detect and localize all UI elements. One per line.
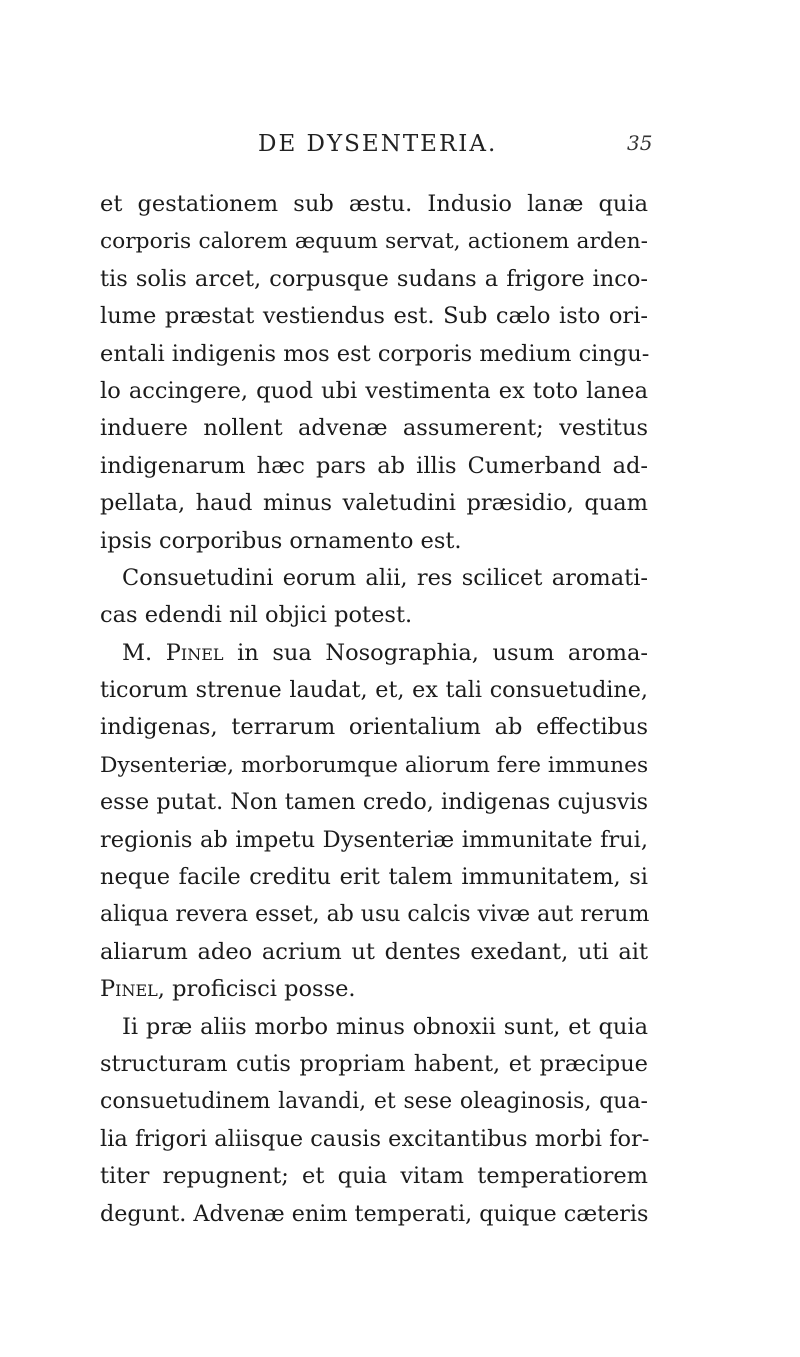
text-line [100,784,648,821]
line-text: titer repugnent; et quia vitam temperatiorem [100,1163,648,1190]
line-text: indigenas, terrarum orientalium ab effectibus [100,714,648,741]
line-text: , proficisci posse. [157,976,356,1003]
line-text: in sua Nosographia, usum aroma- [223,639,649,666]
line-text: Consuetudini eorum alii, res scilicet aromati- [122,564,648,591]
text-line [100,1121,648,1158]
line-text: regionis ab impetu Dysenteriæ immunitate frui, [100,826,648,853]
line-text: ipsis corporibus ornamento est. [100,527,462,554]
text-line [100,896,648,933]
text-line [100,223,648,260]
text-line [100,261,648,298]
running-head [0,131,800,167]
text-line [100,1009,648,1046]
text-line [100,822,648,859]
line-text: lo accingere, quod ubi vestimenta ex toto lanea [100,377,648,404]
text-line [100,298,648,335]
text-line [100,373,648,410]
line-text: ticorum strenue laudat, et, ex tali consuetudine, [100,677,648,704]
text-line [100,672,648,709]
text-line [100,448,648,485]
author-name: Pinel [100,976,158,1003]
line-text: Dysenteriæ, morborumque aliorum fere immunes [100,752,649,778]
text-line [100,1158,648,1195]
line-text: corporis calorem æquum servat, actionem arden- [100,229,648,255]
line-text: induere nollent advenæ assumerent; vestitus [100,415,648,442]
line-text: tis solis arcet, corpusque sudans a frigore inco- [100,265,648,292]
text-line [100,1046,648,1083]
text-line [100,635,648,672]
text-line [100,934,648,971]
line-text: structuram cutis propriam habent, et præcipue [100,1050,648,1077]
text-line [100,859,648,896]
line-text: et gestationem sub æstu. Indusio lanæ quia [100,191,648,217]
line-text: cas edendi nil objici potest. [100,602,413,629]
line-text: lume præstat vestiendus est. Sub cælo isto ori- [100,303,648,330]
author-name: Pinel [165,639,224,666]
text-line [100,186,648,223]
text-line [100,1196,648,1233]
text-line [100,709,648,746]
line-text: degunt. Advenæ enim temperati, quique cæteris [100,1200,649,1227]
line-text: indigenarum hæc pars ab illis Cumerband ad- [100,452,648,479]
text-line [100,597,648,634]
text-line [100,410,648,447]
line-text: lia frigori aliisque causis excitantibus morbi for- [100,1125,650,1152]
line-text: esse putat. Non tamen credo, indigenas cujusvis [100,789,648,816]
line-text: aliarum adeo acrium ut dentes exedant, uti ait [100,938,648,965]
text-line [100,747,648,784]
running-title: DE DYSENTERIA. [258,131,498,157]
line-text: consuetudinem lavandi, et sese oleaginosis, qua- [100,1089,648,1115]
line-text: neque facile creditu erit talem immunitatem, si [100,864,648,891]
line-text: pellata, haud minus valetudini præsidio, quam [100,490,648,517]
line-text: Ii præ aliis morbo minus obnoxii sunt, et quia [122,1013,648,1040]
text-line [100,971,648,1008]
text-line [100,560,648,597]
text-line [100,523,648,560]
text-line [100,336,648,373]
body-text [100,186,648,1233]
page-number: 35 [627,131,653,155]
line-text: entali indigenis mos est corporis medium cingu- [100,340,650,367]
text-line [100,485,648,522]
text-line [100,1083,648,1120]
line-prefix: M. [122,639,166,666]
line-text: aliqua revera esset, ab usu calcis vivæ aut rerum [100,902,650,928]
